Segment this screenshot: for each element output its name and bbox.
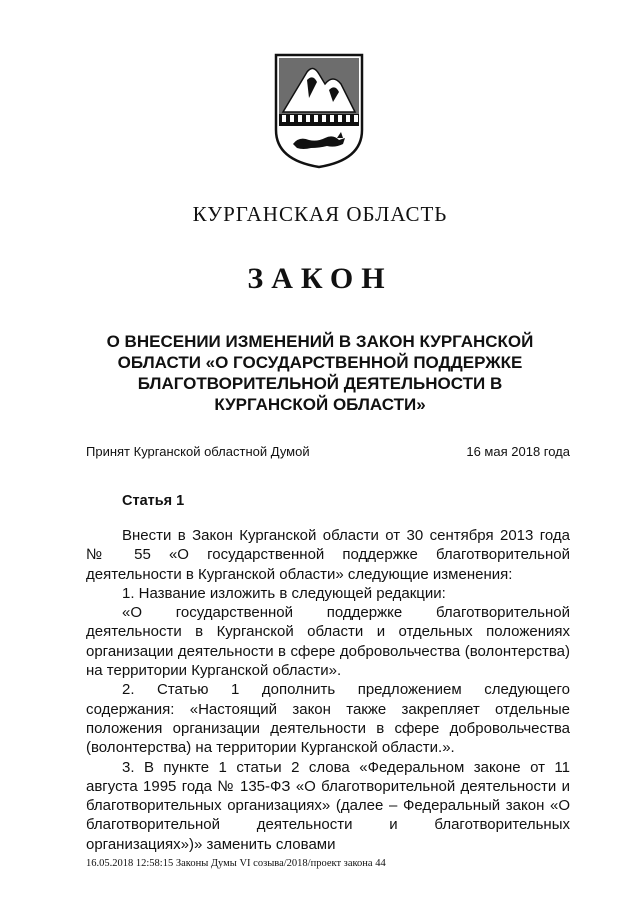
paragraph: Внести в Закон Курганской области от 30 сентября 2013 года № 55 «О государственной поддержке благотворительной деятельности в Курганской области» следующие изменения: [86,527,570,583]
adopted-by: Принят Курганской областной Думой [86,444,310,459]
article-heading: Статья 1 [122,493,185,509]
article-body [86,526,570,854]
paragraph: «О государственной поддержке благотворительной деятельности в Курганской области и отдельных положениях организации деятельности в сфере добровольчества (волонтерства) на территории Курганской области». [86,604,570,680]
paragraph: 3. В пункте 1 статьи 2 слова «Федеральном законе от 11 августа 1995 года № 135-ФЗ «О благотворительной деятельности и благотворительных организациях» (далее – Федеральный закон «О благотворительной деятельности и благотворительных организациях»)» заменить словами [86,758,570,853]
region-name: КУРГАНСКАЯ ОБЛАСТЬ [192,202,448,226]
coat-of-arms-icon [273,52,365,170]
law-title: О ВНЕСЕНИИ ИЗМЕНЕНИЙ В ЗАКОН КУРГАНСКОЙ ОБЛАСТИ «О ГОСУДАРСТВЕННОЙ ПОДДЕРЖКЕ БЛАГОТВОРИТЕЛЬНОЙ ДЕЯТЕЛЬНОСТИ В КУРГАНСКОЙ ОБЛАСТИ» [106,332,534,414]
adoption-date: 16 мая 2018 года [466,444,570,459]
paragraph: 1. Название изложить в следующей редакции: [122,584,446,602]
document-footer: 16.05.2018 12:58:15 Законы Думы VI созыва/2018/проект закона 44 [86,858,386,869]
document-type: ЗАКОН [247,262,393,295]
paragraph: 2. Статью 1 дополнить предложением следующего содержания: «Настоящий закон также закрепляет отдельные положения организации деятельности в сфере добровольчества (волонтерства) на территории Курганской области.». [86,681,570,757]
